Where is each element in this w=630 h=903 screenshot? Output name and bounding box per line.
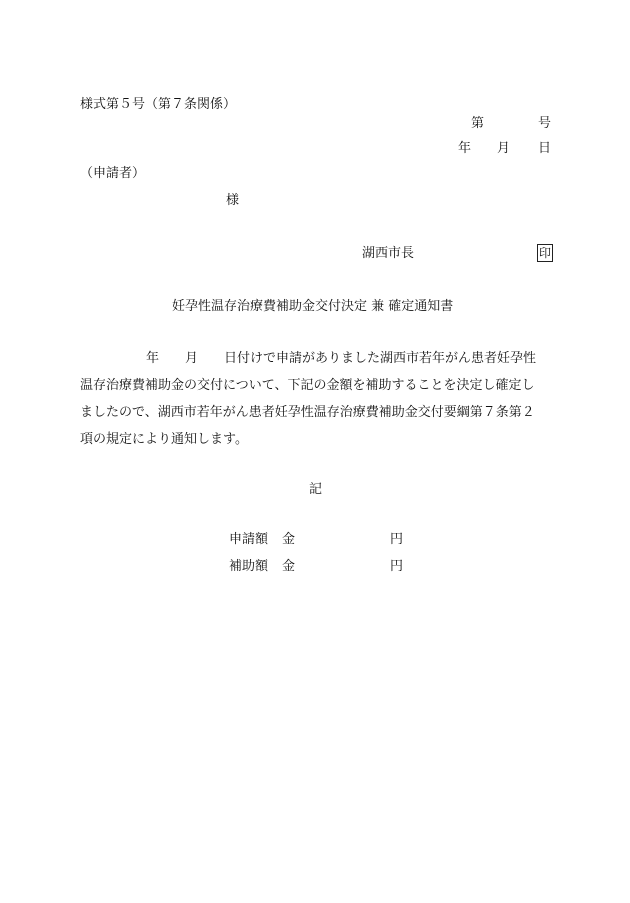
document-title: 妊孕性温存治療費補助金交付決定 兼 確定通知書 — [172, 299, 454, 314]
notes-heading: 記 — [309, 482, 323, 497]
body-year-label: 年 — [146, 351, 160, 366]
body-month-label: 月 — [185, 351, 199, 366]
applied-amount-unit: 円 — [390, 532, 404, 547]
body-line-4: 項の規定により通知します。 — [80, 432, 248, 447]
subsidy-amount-label: 補助額 — [229, 559, 269, 574]
issuer-name: 湖西市長 — [362, 246, 415, 261]
applicant-label: （申請者） — [80, 166, 146, 181]
applied-amount-label: 申請額 — [229, 532, 269, 547]
body-line-1 — [80, 352, 536, 365]
document-number-suffix: 号 — [538, 116, 552, 131]
document-number-prefix: 第 — [471, 116, 485, 131]
body-line-3: ましたので、湖西市若年がん患者妊孕性温存治療費補助金交付要綱第７条第２ — [80, 405, 535, 420]
date-month-label: 月 — [497, 141, 511, 156]
seal-stamp: 印 — [538, 246, 551, 260]
subsidy-amount-prefix: 金 — [282, 559, 296, 574]
applied-amount-prefix: 金 — [282, 532, 296, 547]
body-line-2: 温存治療費補助金の交付について、下記の金額を補助することを決定し確定し — [80, 378, 535, 393]
subsidy-amount-unit: 円 — [390, 559, 404, 574]
addressee-honorific: 様 — [226, 193, 240, 208]
body-line-1-text: 日付けで申請がありました湖西市若年がん患者妊孕性 — [224, 351, 537, 366]
form-number: 様式第５号（第７条関係） — [80, 97, 237, 112]
date-day-label: 日 — [538, 141, 552, 156]
date-year-label: 年 — [458, 141, 472, 156]
